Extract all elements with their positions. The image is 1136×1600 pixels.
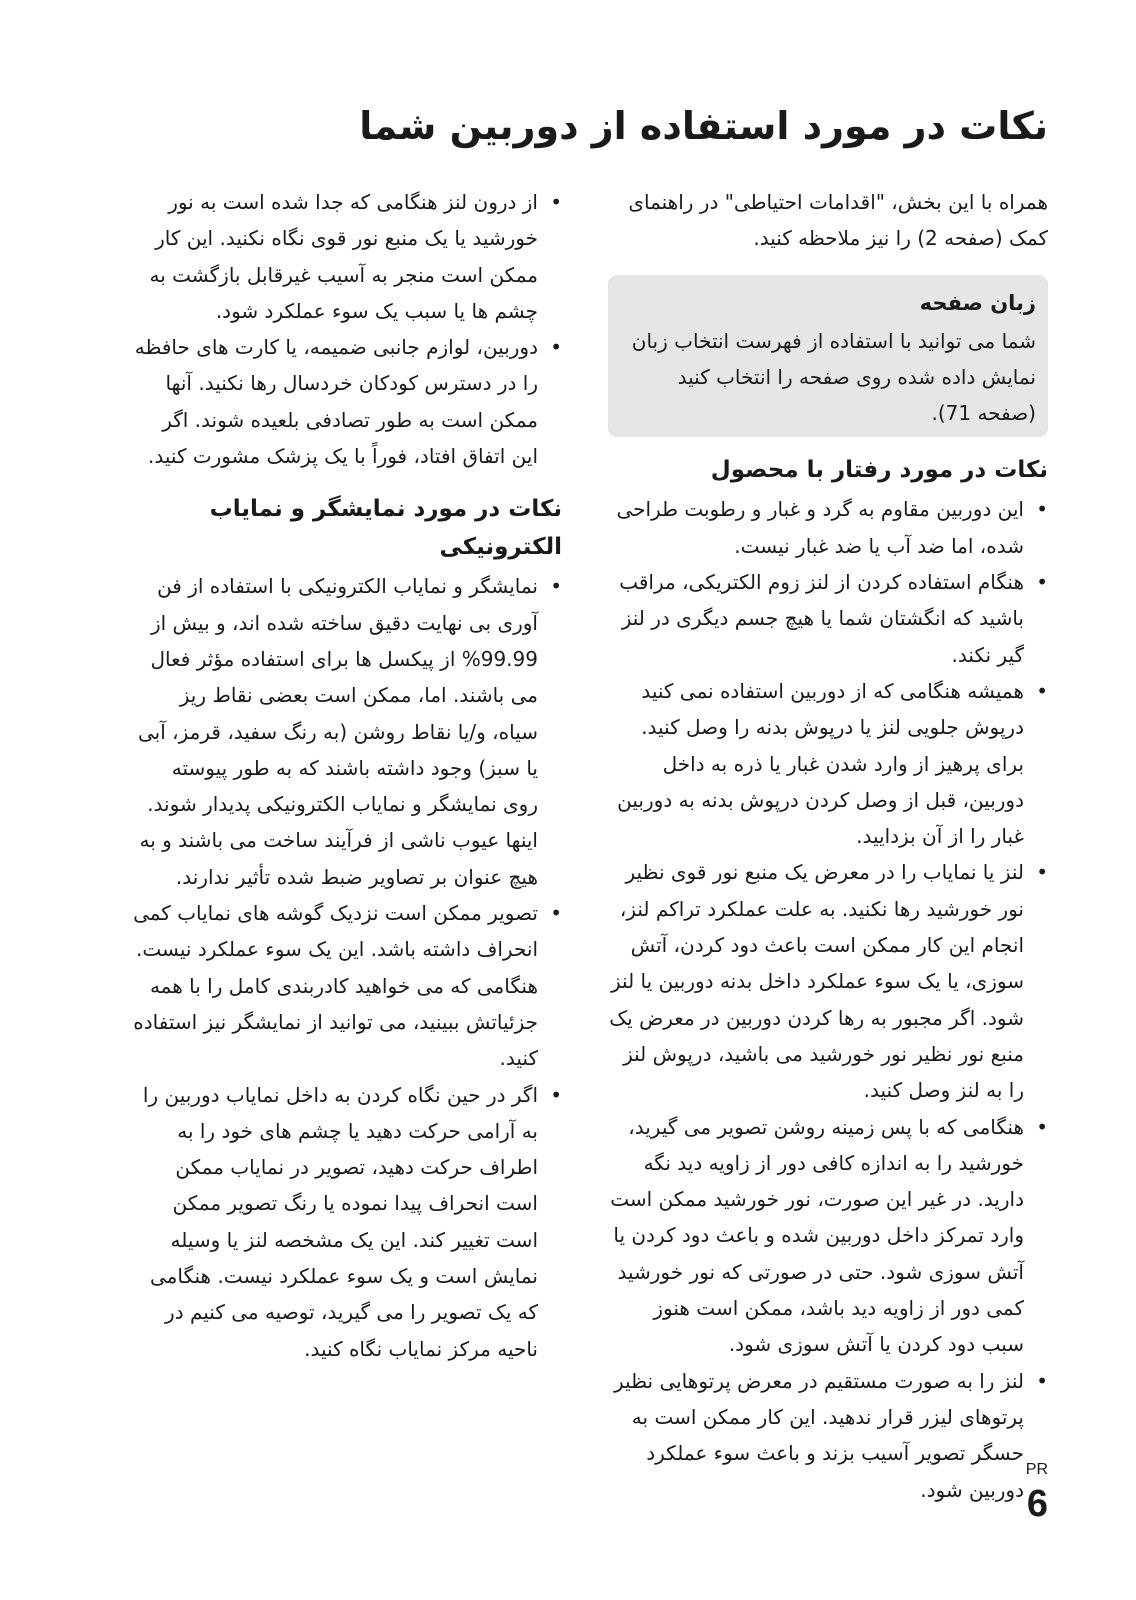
list-item: • لنز را به صورت مستقیم در معرض پرتوهایی نظیر پرتوهای لیزر قرار ندهید. این کار ممکن است به حسگر تصویر آسیب بزند و باعث سوء عملکرد دوربین شود.	[608, 1363, 1048, 1508]
right-column	[608, 184, 1048, 1508]
display-list	[132, 568, 562, 1367]
language-box-title: زبان صفحه	[919, 290, 1036, 315]
list-item: • این دوربین مقاوم به گرد و غبار و رطوبت طراحی شده، اما ضد آب یا ضد غبار نیست.	[608, 491, 1048, 564]
list-item: • همیشه هنگامی که از دوربین استفاده نمی کنید درپوش جلویی لنز یا درپوش بدنه را وصل کنید. برای پرهیز از وارد شدن غبار یا ذره به داخل دوربین، قبل از وصل کردن درپوش بدنه به دوربین غبار را از آن بزدایید.	[608, 673, 1048, 854]
list-item: • تصویر ممکن است نزدیک گوشه های نمایاب کمی انحراف داشته باشد. این یک سوء عملکرد نیست. هنگامی که می خواهید کادربندی کامل را با همه جزئیاتش ببینید، می توانید از نمایشگر نیز استفاده کنید.	[132, 895, 562, 1076]
list-item: • هنگامی که با پس زمینه روشن تصویر می گیرید، خورشید را به اندازه کافی دور از زاویه دید نگه دارید. در غیر این صورت، نور خورشید ممکن است وارد تمرکز داخل دوربین شده و باعث دود کردن یا آتش سوزی شود. حتی در صورتی که نور خورشید کمی دور از زاویه دید باشد، ممکن است هنوز سبب دود کردن یا آتش سوزی شود.	[608, 1109, 1048, 1363]
list-item: • لنز یا نمایاب را در معرض یک منبع نور قوی نظیر نور خورشید رها نکنید. به علت عملکرد تراکم لنز، انجام این کار ممکن است باعث دود کردن، آتش سوزی، یا یک سوء عملکرد داخل بدنه دوربین یا لنز شود. اگر مجبور به رها کردن دوربین در معرض یک منبع نور نظیر نور خورشید می باشید، درپوش لنز را به لنز وصل کنید.	[608, 854, 1048, 1108]
handling-heading: نکات در مورد رفتار با محصول	[710, 457, 1048, 484]
handling-list	[608, 491, 1048, 1507]
intro-paragraph: همراه با این بخش، "اقدامات احتیاطی" در راهنمای کمک (صفحه 2) را نیز ملاحظه کنید.	[628, 190, 1048, 251]
display-heading: نکات در مورد نمایشگر و نمایاب الکترونیکی	[209, 496, 562, 561]
list-item: • از درون لنز هنگامی که جدا شده است به نور خورشید یا یک منبع نور قوی نگاه نکنید. این کار ممکن است منجر به آسیب غیرقابل بازگشت به چشم ها یا سبب یک سوء عملکرد شود.	[132, 184, 562, 329]
list-item: • هنگام استفاده کردن از لنز زوم الکتریکی، مراقب باشید که انگشتان شما یا هیچ جسم دیگری در لنز گیر نکند.	[608, 564, 1048, 673]
page-title: نکات در مورد استفاده از دوربین شما	[359, 104, 1048, 148]
handling-list-continued	[132, 184, 562, 474]
language-code-label: PR	[1025, 1461, 1048, 1478]
list-item: • اگر در حین نگاه کردن به داخل نمایاب دوربین را به آرامی حرکت دهید یا چشم های خود را به اطراف حرکت دهید، تصویر در نمایاب ممکن است انحراف پیدا نموده یا رنگ تصویر ممکن است تغییر کند. این یک مشخصه لنز یا وسیله نمایش است و یک سوء عملکرد نیست. هنگامی که یک تصویر را می گیرید، توصیه می کنیم در ناحیه مرکز نمایاب نگاه کنید.	[132, 1077, 562, 1367]
page-number: 6	[1026, 1483, 1048, 1525]
language-info-box	[608, 275, 1048, 438]
list-item: • نمایشگر و نمایاب الکترونیکی با استفاده از فن آوری بی نهایت دقیق ساخته شده اند، و بیش از 99.99% از پیکسل ها برای استفاده مؤثر فعال می باشند. اما، ممکن است بعضی نقاط ریز سیاه، و/یا نقاط روشن (به رنگ سفید، قرمز، آبی یا سبز) وجود داشته باشند که به طور پیوسته روی نمایشگر و نمایاب الکترونیکی پدیدار شوند. اینها عیوب ناشی از فرآیند ساخت می باشند و به هیچ عنوان بر تصاویر ضبط شده تأثیر ندارند.	[132, 568, 562, 895]
language-box-text: شما می توانید با استفاده از فهرست انتخاب زبان نمایش داده شده روی صفحه را انتخاب کنید (صفحه 71).	[631, 328, 1036, 426]
list-item: • دوربین، لوازم جانبی ضمیمه، یا کارت های حافظه را در دسترس کودکان خردسال رها نکنید. آنها ممکن است به طور تصادفی بلعیده شوند. اگر این اتفاق افتاد، فوراً با یک پزشک مشورت کنید.	[132, 329, 562, 474]
left-column	[132, 184, 562, 1367]
